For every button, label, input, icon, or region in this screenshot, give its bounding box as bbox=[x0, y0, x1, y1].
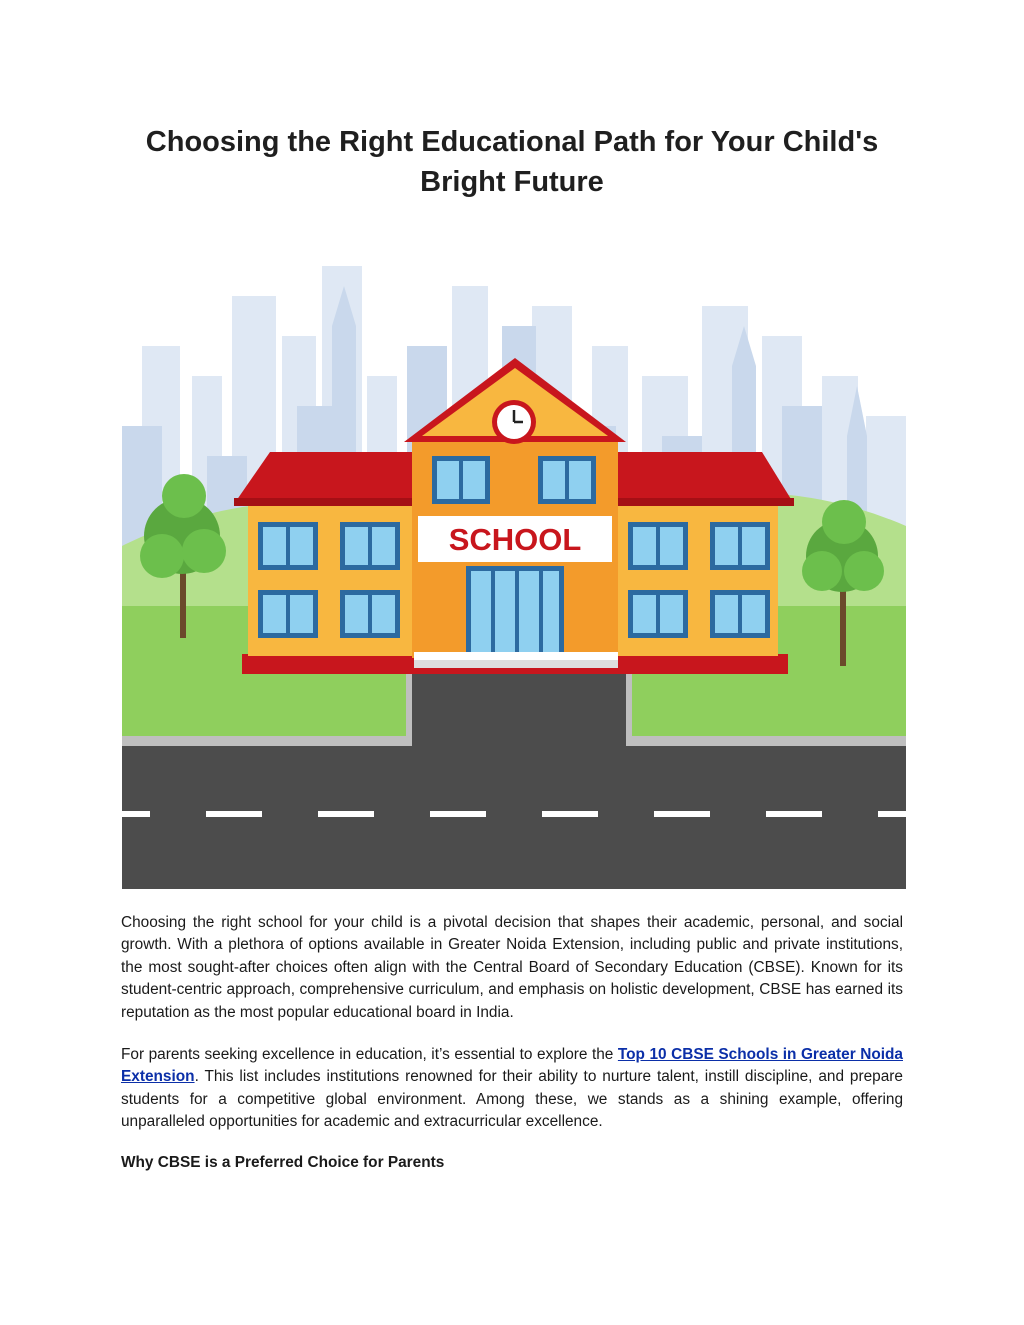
explore-paragraph-rest: . This list includes institutions renowned for their ability to nurture talent, instill discipline, and prepare students for a competitive global environment. Among these, we stands as a shining example, offering unparalleled opportunities for academic and extracurricular excellence. bbox=[121, 1068, 903, 1131]
section-subheading: Why CBSE is a Preferred Choice for Parents bbox=[121, 1154, 445, 1171]
page-title: Choosing the Right Educational Path for Your Child's Bright Future bbox=[145, 126, 879, 198]
explore-paragraph-lead: For parents seeking excellence in education, it’s essential to explore the bbox=[121, 1046, 618, 1063]
intro-paragraph: Choosing the right school for your child is a pivotal decision that shapes their academic, personal, and social growth. With a plethora of options available in Greater Noida Extension, including public and private institutions, the most sought-after choices often align with the Central Board of Secondary Education (CBSE). Known for its student-centric approach, comprehensive curriculum, and emphasis on holistic development, CBSE has earned its reputation as the most popular educational board in India. bbox=[121, 914, 903, 1021]
top-cbse-schools-link[interactable]: Top 10 CBSE Schools in Greater Noida Extension bbox=[121, 1046, 903, 1086]
school-sign-text: SCHOOL bbox=[448, 522, 582, 557]
school-building-illustration bbox=[122, 226, 906, 889]
explore-paragraph bbox=[121, 1044, 903, 1134]
